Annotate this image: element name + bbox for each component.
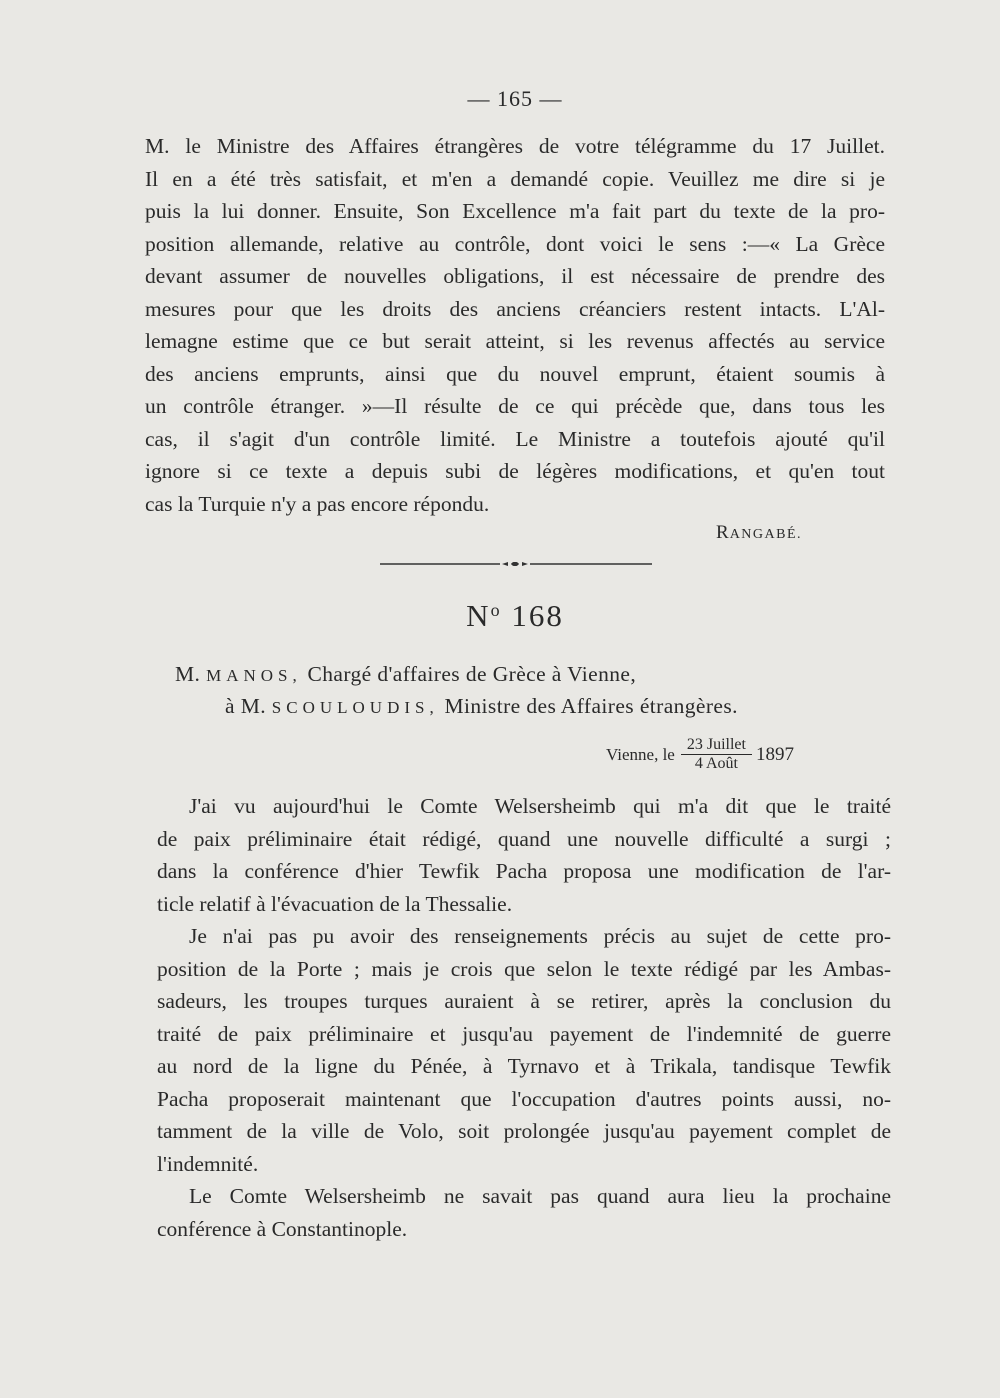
number-prefix: N xyxy=(466,598,491,633)
text-line: conférence à Constantinople. xyxy=(157,1216,408,1241)
number-superscript: o xyxy=(490,600,502,620)
text-line: un contrôle étranger. »—Il résulte de ce qui précède que, dans tous les xyxy=(145,394,885,418)
text-line: position allemande, relative au contrôle, dont voici le sens :—« La Grèce xyxy=(145,231,885,256)
date-julian: 23 Juillet xyxy=(681,736,752,755)
recipient-title: à M. xyxy=(225,694,267,718)
sender-title: M. xyxy=(175,662,201,686)
sender-role: Chargé d'affaires de Grèce à Vienne, xyxy=(307,662,637,686)
signature-rest: ANGABÉ. xyxy=(729,527,803,542)
dateline xyxy=(606,736,794,773)
date-gregorian: 4 Août xyxy=(694,755,738,772)
text-line: de paix préliminaire était rédigé, quand une nouvelle difficulté a surgi ; xyxy=(157,826,891,851)
text-line: ignore si ce texte a depuis subi de légères modifications, et qu'en tout xyxy=(145,459,885,483)
text-line: cas la Turquie n'y a pas encore répondu. xyxy=(145,491,490,516)
recipient-line xyxy=(225,694,738,719)
previous-letter-text xyxy=(145,130,885,520)
text-line: position de la Porte ; mais je crois que selon le texte rédigé par les Ambas- xyxy=(157,956,891,981)
document-number xyxy=(0,598,1000,634)
page-number: — 165 — xyxy=(467,86,563,111)
text-line: tamment de la ville de Volo, soit prolongée jusqu'au payement complet de xyxy=(157,1119,891,1143)
text-line: devant assumer de nouvelles obligations, il est nécessaire de prendre des xyxy=(145,264,885,288)
text-line: au nord de la ligne du Pénée, à Tyrnavo et à Trikala, tandisque Tewfik xyxy=(157,1054,891,1078)
signature-initial: R xyxy=(716,522,730,543)
text-line: Pacha proposerait maintenant que l'occupation d'autres points aussi, no- xyxy=(157,1086,891,1111)
sender-line xyxy=(175,662,636,687)
body-paragraph-1 xyxy=(157,790,891,920)
dateline-place: Vienne, le xyxy=(606,744,675,764)
text-line: cas, il s'agit d'un contrôle limité. Le Ministre a toutefois ajouté qu'il xyxy=(145,426,885,451)
text-line: traité de paix préliminaire et jusqu'au payement de l'indemnité de guerre xyxy=(157,1021,891,1046)
text-line: Il en a été très satisfait, et m'en a demandé copie. Veuillez me dire si je xyxy=(145,166,885,191)
text-line: J'ai vu aujourd'hui le Comte Welsersheimb qui m'a dit que le traité xyxy=(189,794,891,818)
text-line: ticle relatif à l'évacuation de la Thessalie. xyxy=(157,891,513,916)
text-line: Le Comte Welsersheimb ne savait pas quand aura lieu la prochaine xyxy=(189,1184,891,1208)
body-paragraph-2 xyxy=(157,920,891,1180)
text-line: lemagne estime que ce but serait atteint, si les revenus affectés au service xyxy=(145,329,885,353)
text-line: sadeurs, les troupes turques auraient à se retirer, après la conclusion du xyxy=(157,989,891,1013)
text-line: des anciens emprunts, ainsi que du nouvel emprunt, étaient soumis à xyxy=(145,361,885,386)
number-value: 168 xyxy=(511,598,564,633)
text-line: Je n'ai pas pu avoir des renseignements précis au sujet de cette pro- xyxy=(189,924,891,948)
body-paragraph-3 xyxy=(157,1180,891,1245)
text-line: mesures pour que les droits des anciens créanciers restent intacts. L'Al- xyxy=(145,296,885,321)
text-line: l'indemnité. xyxy=(157,1151,259,1176)
date-year: 1897 xyxy=(755,743,794,765)
date-fraction xyxy=(681,736,752,773)
text-line: dans la conférence d'hier Tewfik Pacha proposa une modification de l'ar- xyxy=(157,859,891,883)
recipient-role: Ministre des Affaires étrangères. xyxy=(444,694,738,718)
sender-name: MANOS, xyxy=(206,666,302,685)
section-divider xyxy=(380,562,652,566)
text-line: puis la lui donner. Ensuite, Son Excellence m'a fait part du texte de la pro- xyxy=(145,199,885,223)
recipient-name: SCOULOUDIS, xyxy=(271,698,439,717)
signature xyxy=(716,522,802,544)
text-line: M. le Ministre des Affaires étrangères de votre télégramme du 17 Juillet. xyxy=(145,134,885,158)
